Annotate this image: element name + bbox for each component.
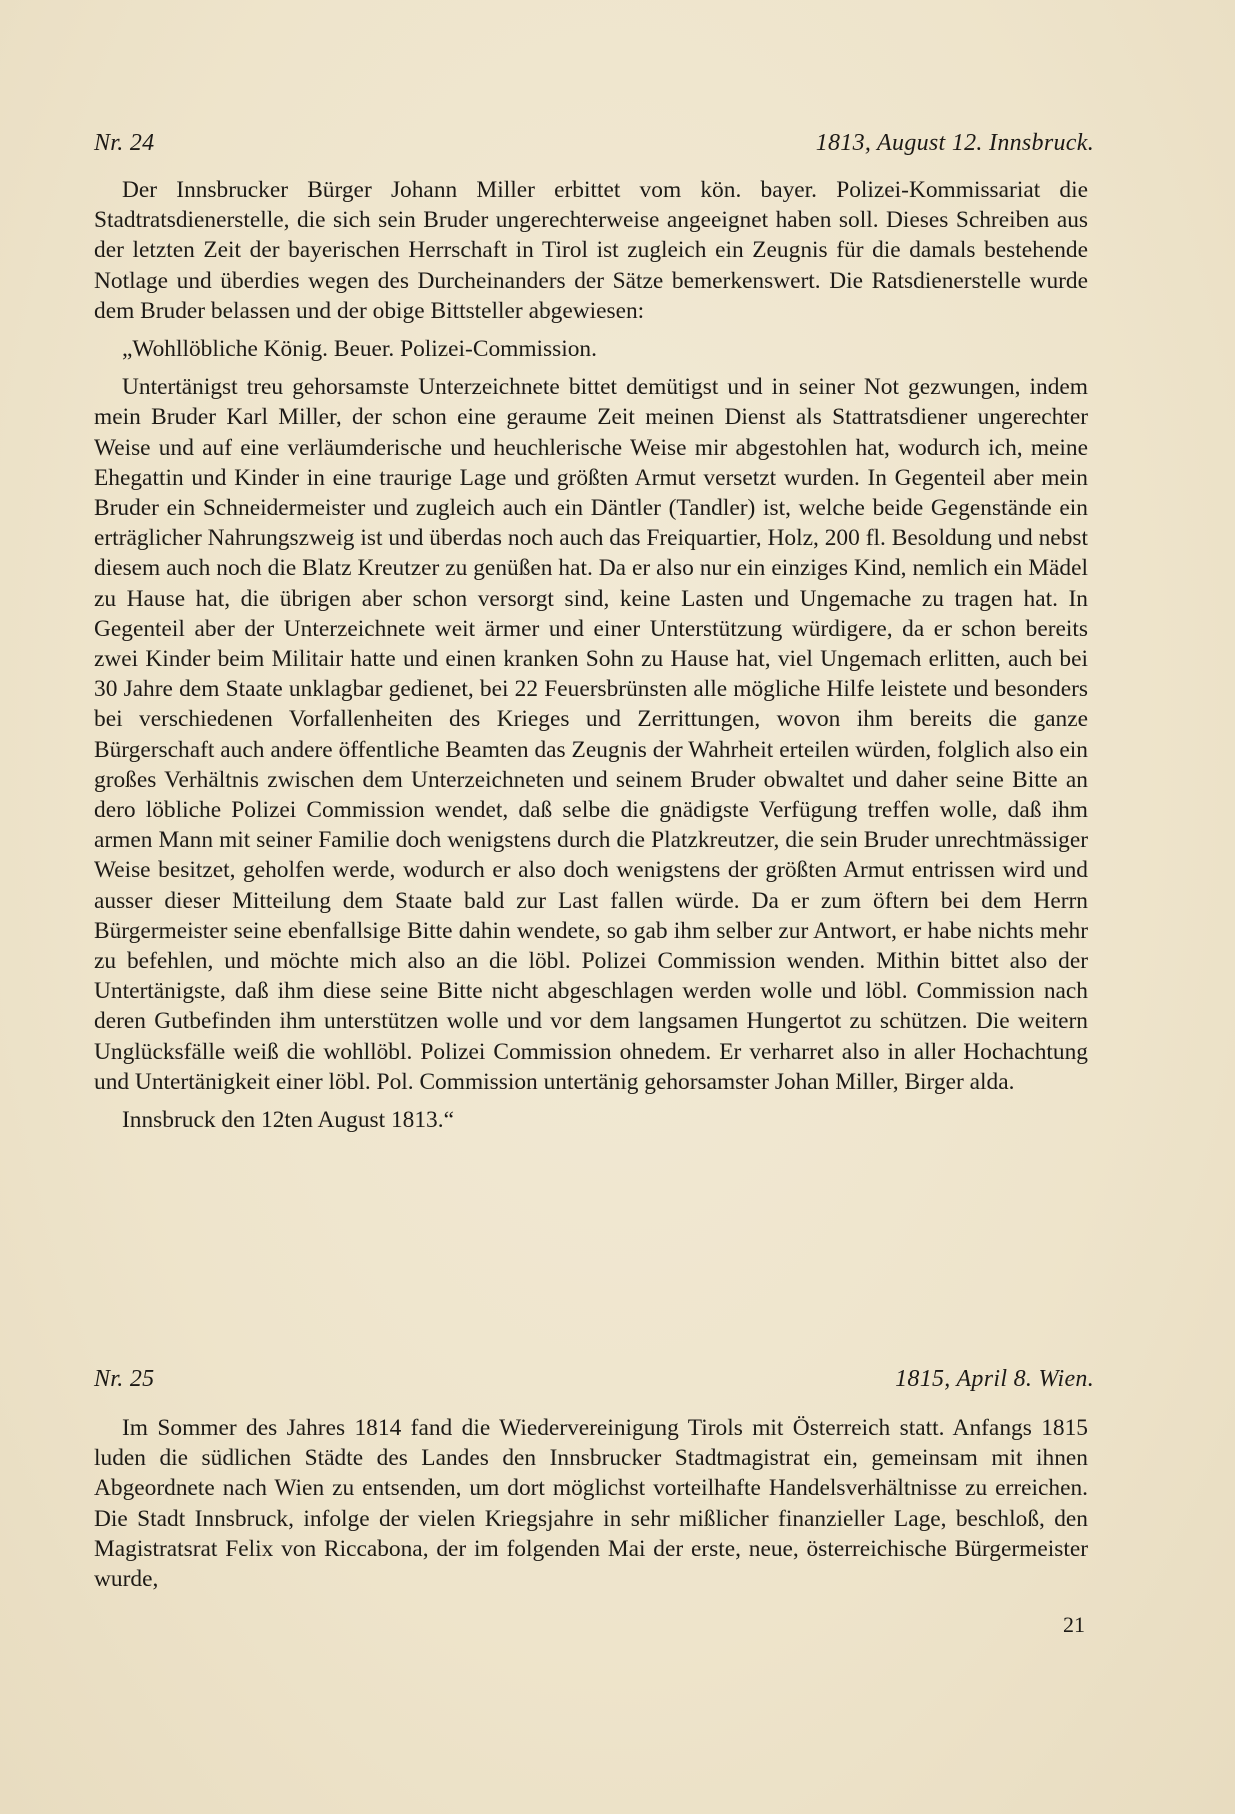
entry-summary: Der Innsbrucker Bürger Johann Miller erbittet vom kön. bayer. Polizei-Kommissariat die Stadtratsdienerstelle, die sich sein Bruder ungerechterweise angeeignet haben soll. Dieses Schreiben aus der letzten Zeit der bayerischen Herrschaft in Tirol ist zugleich ein Zeugnis für die damals bestehende Notlage und überdies wegen des Durcheinanders der Sätze bemerkenswert. Die Ratsdienerstelle wurde dem Bruder belassen und der obige Bittsteller abgewiesen:	[94, 177, 1088, 324]
entry-header-25	[94, 1366, 1094, 1393]
entry-number: Nr. 24	[94, 130, 155, 156]
entry-number: Nr. 25	[94, 1366, 155, 1392]
entry-header-24	[94, 130, 1094, 157]
letter-salutation: „Wohllöbliche König. Beuer. Polizei-Commission.	[122, 336, 597, 363]
entry-date-place: 1815, April 8. Wien.	[895, 1366, 1094, 1392]
entry-body-24	[94, 175, 1088, 1135]
entry-body-25	[94, 1413, 1088, 1594]
entry-date-place: 1813, August 12. Innsbruck.	[815, 130, 1094, 156]
letter-text: Untertänigst treu gehorsamste Unterzeichnete bittet demütigst und in seiner Not gezwungen, indem mein Bruder Karl Miller, der schon eine geraume Zeit meinen Dienst als Stattratsdiener ungerechter Weise und auf eine verläumderische und heuchlerische Weise mir abgestohlen hat, wodurch ich, meine Ehegattin und Kinder in eine traurige Lage und größten Armut versetzt wurden. In Gegenteil aber mein Bruder ein Schneidermeister und zugleich auch ein Däntler (Tandler) ist, welche beide Gegenstände ein erträglicher Nahrungszweig ist und überdas noch auch das Freiquartier, Holz, 200 fl. Besoldung und nebst diesem auch noch die Blatz Kreutzer zu genüßen hat. Da er also nur ein einziges Kind, nemlich ein Mädel zu Hause hat, die übrigen aber schon versorgt sind, keine Lasten und Ungemache zu tragen hat. In Gegenteil aber der Unterzeichnete weit ärmer und einer Unterstützung würdigere, da er schon bereits zwei Kinder beim Militair hatte und einen kranken Sohn zu Hause hat, viel Ungemach erlitten, auch bei 30 Jahre dem Staate unklagbar gedienet, bei 22 Feuersbrünsten alle mögliche Hilfe leistete und besonders bei verschiedenen Vorfallenheiten des Krieges und Zerrittungen, wovon ihm bereits die ganze Bürgerschaft auch andere öffentliche Beamten das Zeugnis der Wahrheit erteilen würden, folglich also ein großes Verhältnis zwischen dem Unterzeichneten und seinem Bruder obwaltet und daher seine Bitte an dero löbliche Polizei Commission wendet, daß selbe die gnädigste Verfügung treffen wolle, daß ihm armen Mann mit seiner Familie doch wenigstens durch die Platzkreutzer, die sein Bruder unrechtmässiger Weise besitzet, geholfen werde, wodurch er also doch wenigstens der größten Armut entrissen wird und ausser dieser Mitteilung dem Staate bald zur Last fallen würde. Da er zum öftern bei dem Herrn Bürgermeister seine ebenfallsige Bitte dahin wendete, so gab ihm selber zur Antwort, er habe nichts mehr zu befehlen, und möchte mich also an die löbl. Polizei Commission wenden. Mithin bittet also der Untertänigste, daß ihm diese seine Bitte nicht abgeschlagen werden wolle und löbl. Commission nach deren Gutbefinden ihm unterstützen wolle und vor dem langsamen Hungertot zu schützen. Die weitern Unglücksfälle weiß die wohllöbl. Polizei Commission ohnedem. Er verharret also in aller Hochachtung und Untertänigkeit einer löbl. Pol. Commission untertänig gehorsamster Johan Miller, Birger alda.	[94, 374, 1088, 1095]
letter-closing: Innsbruck den 12ten August 1813.“	[122, 1107, 454, 1134]
entry-summary: Im Sommer des Jahres 1814 fand die Wiedervereinigung Tirols mit Österreich statt. Anfangs 1815 luden die südlichen Städte des Landes den Innsbrucker Stadtmagistrat ein, gemeinsam mit ihnen Abgeordnete nach Wien zu entsenden, um dort möglichst vorteilhafte Handelsverhältnisse zu erreichen. Die Stadt Innsbruck, infolge der vielen Kriegsjahre in sehr mißlicher finanzieller Lage, beschloß, den Magistratsrat Felix von Riccabona, der im folgenden Mai der erste, neue, österreichische Bürgermeister wurde,	[94, 1415, 1088, 1593]
page-number: 21	[1063, 1612, 1085, 1637]
